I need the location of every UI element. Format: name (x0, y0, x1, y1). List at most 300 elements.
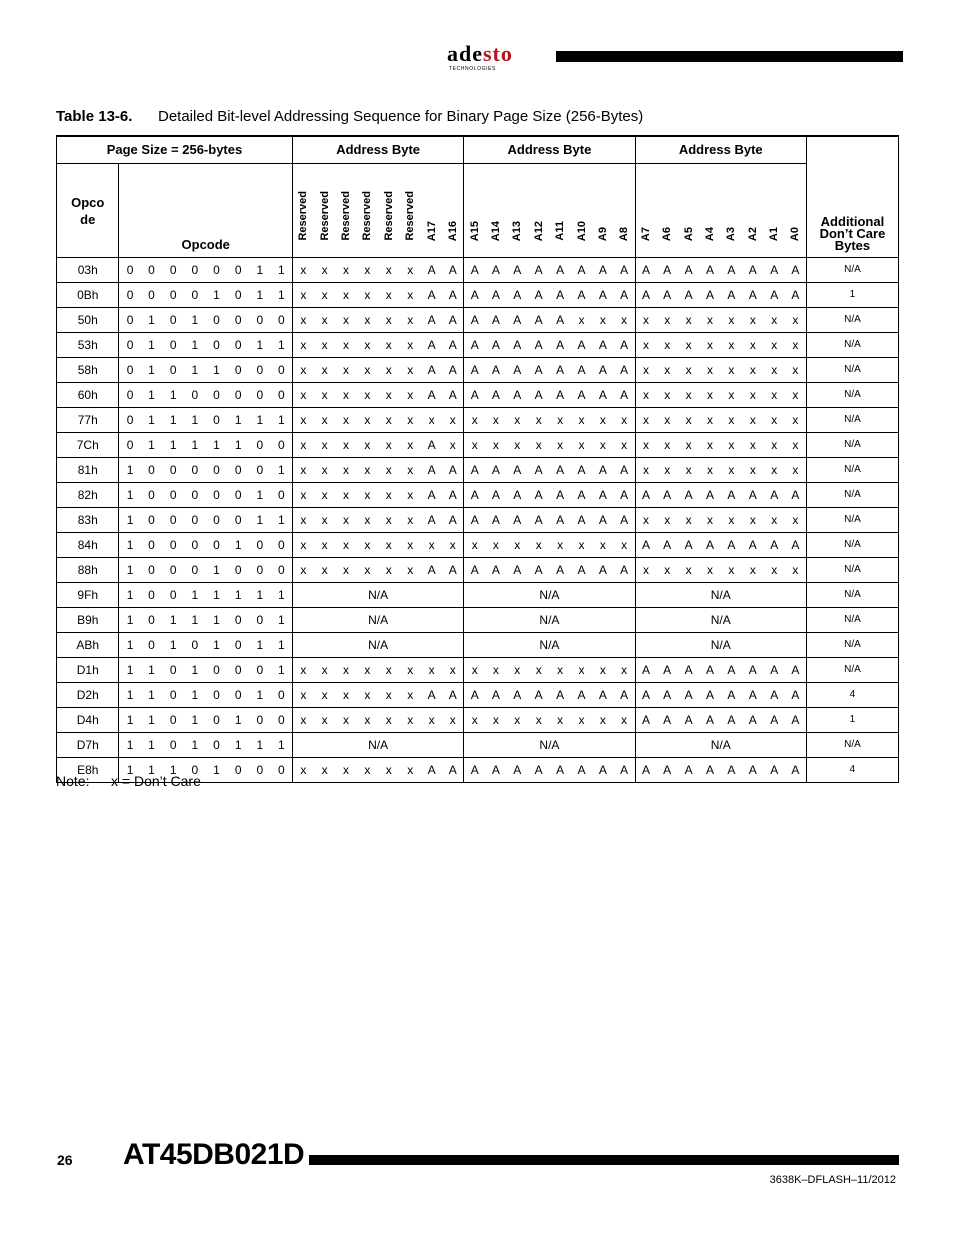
address-bit-cell: x (399, 483, 420, 508)
opcode-bit-cell: 0 (271, 383, 293, 408)
address-bit-cell: A (421, 558, 442, 583)
address-bit-cell: A (614, 383, 635, 408)
table-row (57, 733, 899, 758)
address-byte-na-cell: N/A (464, 583, 635, 608)
address-bit-cell: A (635, 658, 656, 683)
opcode-bit-cell: 0 (206, 408, 228, 433)
address-bit-cell: x (399, 758, 420, 783)
address-bit-cell: A (742, 283, 763, 308)
address-bit-cell: A (485, 358, 506, 383)
opcode-bit-cell: 1 (227, 583, 249, 608)
bit-header (549, 164, 570, 258)
address-bit-cell: x (614, 433, 635, 458)
bit-header (592, 164, 613, 258)
address-bit-cell: A (507, 383, 528, 408)
address-bit-cell: A (442, 758, 463, 783)
table-row (57, 408, 899, 433)
opcode-bit-cell: 1 (184, 708, 206, 733)
address-bit-cell: x (635, 308, 656, 333)
address-bit-cell: A (635, 758, 656, 783)
address-bit-cell: A (785, 258, 806, 283)
address-bit-cell: x (571, 658, 592, 683)
address-bit-cell: x (357, 358, 378, 383)
address-bit-cell: A (592, 383, 613, 408)
bit-header (678, 164, 699, 258)
address-bit-cell: x (399, 558, 420, 583)
address-bit-cell: A (656, 683, 677, 708)
address-bit-cell: x (764, 508, 785, 533)
address-bit-cell: x (314, 333, 335, 358)
opcode-bit-cell: 1 (119, 633, 141, 658)
address-bit-cell: x (614, 533, 635, 558)
address-bit-cell: A (528, 333, 549, 358)
address-bit-cell: x (785, 508, 806, 533)
address-bit-cell: x (442, 658, 463, 683)
address-bit-cell: x (335, 558, 356, 583)
address-bit-cell: x (399, 683, 420, 708)
address-bit-cell: A (442, 683, 463, 708)
opcode-bit-cell: 1 (141, 658, 163, 683)
address-bit-cell: x (528, 658, 549, 683)
opcode-bit-cell: 0 (249, 708, 271, 733)
address-bit-cell: A (764, 283, 785, 308)
opcode-bit-cell: 0 (271, 308, 293, 333)
dont-care-bytes-cell: N/A (806, 308, 898, 333)
address-bit-cell: A (592, 258, 613, 283)
address-bit-cell: x (678, 383, 699, 408)
opcode-bit-cell: 0 (227, 758, 249, 783)
address-bit-cell: x (485, 658, 506, 683)
address-bit-cell: x (464, 433, 485, 458)
logo-wordmark (447, 42, 532, 66)
address-bit-cell: A (549, 558, 570, 583)
dont-care-bytes-cell: N/A (806, 633, 898, 658)
address-bit-cell: A (528, 458, 549, 483)
address-bit-cell: x (592, 308, 613, 333)
address-bit-cell: x (699, 458, 720, 483)
address-bit-cell: A (656, 258, 677, 283)
opcode-bit-cell: 0 (227, 383, 249, 408)
address-bit-cell: x (507, 533, 528, 558)
address-bit-cell: x (357, 283, 378, 308)
address-bit-cell: A (635, 258, 656, 283)
opcode-bit-cell: 1 (227, 533, 249, 558)
address-bit-cell: x (357, 658, 378, 683)
bit-header-label: A16 (446, 220, 459, 241)
opcode-bit-cell: 0 (162, 733, 184, 758)
opcode-bit-cell: 0 (162, 458, 184, 483)
address-bit-cell: A (549, 683, 570, 708)
header-rule (556, 51, 903, 62)
opcode-bit-cell: 1 (271, 408, 293, 433)
address-bit-cell: A (507, 458, 528, 483)
address-bit-cell: x (421, 708, 442, 733)
address-bit-cell: A (571, 558, 592, 583)
address-bit-cell: x (335, 483, 356, 508)
bit-header (442, 164, 463, 258)
address-bit-cell: x (335, 508, 356, 533)
opcode-bit-cell: 1 (249, 408, 271, 433)
opcode-bit-cell: 1 (271, 258, 293, 283)
bit-header (721, 164, 742, 258)
opcode-bit-cell: 1 (271, 608, 293, 633)
address-bit-cell: A (507, 258, 528, 283)
address-bit-cell: x (357, 483, 378, 508)
address-bit-cell: x (378, 433, 399, 458)
opcode-bit-cell: 1 (249, 333, 271, 358)
opcode-bit-cell: 1 (206, 608, 228, 633)
opcode-bit-cell: 0 (184, 483, 206, 508)
address-bit-cell: x (764, 558, 785, 583)
address-bit-cell: A (635, 283, 656, 308)
address-bit-cell: x (485, 708, 506, 733)
address-bit-cell: x (571, 433, 592, 458)
table-row (57, 383, 899, 408)
address-bit-cell: A (721, 758, 742, 783)
address-bit-cell: A (549, 258, 570, 283)
opcode-bit-cell: 0 (271, 358, 293, 383)
address-bit-cell: x (507, 433, 528, 458)
dont-care-bytes-cell: N/A (806, 733, 898, 758)
address-bit-cell: A (635, 533, 656, 558)
opcode-bit-cell: 0 (141, 283, 163, 308)
opcode-bit-cell: 1 (271, 733, 293, 758)
address-bit-cell: x (314, 433, 335, 458)
opcode-bit-cell: 0 (206, 683, 228, 708)
opcode-bit-cell: 0 (227, 358, 249, 383)
document-reference: 3638K–DFLASH–11/2012 (769, 1174, 896, 1186)
address-bit-cell: x (378, 508, 399, 533)
opcode-bit-cell: 0 (162, 583, 184, 608)
opcode-bit-cell: 0 (162, 333, 184, 358)
opcode-bit-cell: 1 (162, 633, 184, 658)
address-bit-cell: A (721, 658, 742, 683)
column-header-row (57, 164, 899, 258)
address-bit-cell: x (635, 508, 656, 533)
address-bit-cell: A (721, 283, 742, 308)
address-bit-cell: A (699, 533, 720, 558)
address-bit-cell: A (571, 383, 592, 408)
address-bit-cell: A (785, 658, 806, 683)
bit-header-label: A1 (768, 226, 781, 241)
opcode-bit-cell: 0 (119, 408, 141, 433)
opcode-bit-cell: 0 (162, 358, 184, 383)
bit-header (357, 164, 378, 258)
address-bit-cell: A (442, 283, 463, 308)
address-bit-cell: x (785, 358, 806, 383)
address-bit-cell: A (421, 308, 442, 333)
address-bit-cell: x (614, 658, 635, 683)
address-bit-cell: A (699, 258, 720, 283)
address-bit-cell: A (721, 708, 742, 733)
bit-header (335, 164, 356, 258)
address-bit-cell: x (314, 483, 335, 508)
dont-care-bytes-cell: N/A (806, 383, 898, 408)
address-bit-cell: A (592, 558, 613, 583)
opcode-bit-cell: 1 (249, 508, 271, 533)
opco-cell: ABh (57, 633, 119, 658)
page-number: 26 (57, 1152, 73, 1168)
address-bit-cell: x (721, 358, 742, 383)
address-bit-cell: x (635, 408, 656, 433)
table-note (56, 773, 201, 789)
address-bit-cell: A (507, 683, 528, 708)
address-bit-cell: x (742, 358, 763, 383)
address-bit-cell: A (549, 333, 570, 358)
address-bit-cell: x (742, 558, 763, 583)
opcode-bit-cell: 1 (119, 558, 141, 583)
address-bit-cell: A (721, 533, 742, 558)
table-row (57, 633, 899, 658)
dont-care-bytes-cell: N/A (806, 658, 898, 683)
address-bit-cell: A (464, 358, 485, 383)
address-byte-header-3: Address Byte (635, 136, 806, 164)
opcode-bit-cell: 0 (184, 533, 206, 558)
address-bit-cell: x (721, 333, 742, 358)
opcode-bit-cell: 1 (119, 758, 141, 783)
address-bit-cell: A (464, 558, 485, 583)
address-bit-cell: x (721, 408, 742, 433)
address-bit-cell: x (764, 383, 785, 408)
address-bit-cell: x (357, 508, 378, 533)
opco-cell: 7Ch (57, 433, 119, 458)
table-row (57, 358, 899, 383)
dont-care-bytes-cell: N/A (806, 533, 898, 558)
address-bit-cell: A (442, 458, 463, 483)
address-bit-cell: A (464, 258, 485, 283)
address-byte-na-cell: N/A (635, 583, 806, 608)
address-bit-cell: A (764, 483, 785, 508)
address-bit-cell: x (678, 333, 699, 358)
opcode-bit-cell: 0 (249, 358, 271, 383)
address-bit-cell: x (378, 308, 399, 333)
address-bit-cell: x (399, 533, 420, 558)
bit-header (785, 164, 806, 258)
opcode-bit-cell: 0 (119, 283, 141, 308)
opcode-bit-cell: 1 (184, 658, 206, 683)
opcode-bit-cell: 0 (119, 308, 141, 333)
bit-addressing-table (56, 135, 899, 783)
opcode-bit-cell: 0 (119, 258, 141, 283)
opcode-bit-cell: 0 (184, 283, 206, 308)
opcode-bit-cell: 0 (206, 533, 228, 558)
address-bit-cell: A (549, 508, 570, 533)
opcode-bit-cell: 0 (184, 508, 206, 533)
address-bit-cell: A (592, 508, 613, 533)
bit-header-label: Reserved (404, 191, 417, 241)
address-bit-cell: A (785, 533, 806, 558)
address-bit-cell: A (721, 483, 742, 508)
address-bit-cell: x (721, 383, 742, 408)
bit-header-label: A17 (425, 220, 438, 241)
table-row (57, 683, 899, 708)
opcode-bit-cell: 1 (141, 308, 163, 333)
address-bit-cell: x (399, 658, 420, 683)
address-bit-cell: x (292, 258, 313, 283)
address-bit-cell: A (528, 483, 549, 508)
address-bit-cell: x (678, 358, 699, 383)
address-bit-cell: x (485, 533, 506, 558)
opcode-bit-cell: 0 (162, 708, 184, 733)
bit-header (742, 164, 763, 258)
address-bit-cell: A (571, 458, 592, 483)
address-bit-cell: A (507, 558, 528, 583)
address-bit-cell: A (571, 283, 592, 308)
opcode-bit-cell: 0 (227, 558, 249, 583)
dont-care-bytes-cell: N/A (806, 333, 898, 358)
address-bit-cell: A (614, 283, 635, 308)
opcode-bit-cell: 1 (271, 508, 293, 533)
opcode-bit-cell: 0 (119, 433, 141, 458)
opcode-bit-cell: 1 (119, 533, 141, 558)
address-bit-cell: x (785, 433, 806, 458)
address-bit-cell: A (678, 283, 699, 308)
address-bit-cell: A (421, 458, 442, 483)
opcode-bit-cell: 0 (206, 383, 228, 408)
opcode-bit-cell: 1 (119, 608, 141, 633)
address-byte-na-cell: N/A (292, 733, 463, 758)
address-bit-cell: A (421, 333, 442, 358)
address-bit-cell: x (378, 533, 399, 558)
address-bit-cell: x (485, 408, 506, 433)
address-bit-cell: A (549, 308, 570, 333)
address-bit-cell: A (656, 483, 677, 508)
bit-header (571, 164, 592, 258)
address-bit-cell: A (549, 283, 570, 308)
address-bit-cell: x (678, 308, 699, 333)
additional-dont-care-header (806, 136, 898, 258)
opco-cell: 84h (57, 533, 119, 558)
opco-header (57, 164, 119, 258)
opcode-bit-cell: 1 (162, 383, 184, 408)
address-bit-cell: x (292, 683, 313, 708)
address-bit-cell: x (378, 358, 399, 383)
address-bit-cell: A (421, 383, 442, 408)
address-bit-cell: x (699, 433, 720, 458)
opcode-bit-cell: 0 (271, 683, 293, 708)
address-bit-cell: x (399, 283, 420, 308)
dont-care-bytes-cell: N/A (806, 358, 898, 383)
table-row (57, 708, 899, 733)
address-bit-cell: x (442, 533, 463, 558)
opcode-bit-cell: 1 (141, 333, 163, 358)
address-bit-cell: x (528, 533, 549, 558)
address-bit-cell: x (292, 308, 313, 333)
address-bit-cell: A (614, 258, 635, 283)
bit-header-label: A7 (640, 226, 653, 241)
address-bit-cell: x (314, 683, 335, 708)
address-bit-cell: A (442, 258, 463, 283)
address-bit-cell: x (292, 758, 313, 783)
address-bit-cell: A (528, 383, 549, 408)
address-bit-cell: A (678, 258, 699, 283)
opcode-bit-cell: 1 (141, 408, 163, 433)
opcode-bit-cell: 0 (271, 708, 293, 733)
address-bit-cell: x (721, 558, 742, 583)
address-bit-cell: A (721, 683, 742, 708)
opcode-bit-cell: 1 (162, 433, 184, 458)
address-bit-cell: A (507, 483, 528, 508)
opcode-bit-cell: 1 (141, 358, 163, 383)
address-bit-cell: x (378, 258, 399, 283)
address-bit-cell: x (357, 308, 378, 333)
opcode-bit-cell: 0 (227, 483, 249, 508)
address-bit-cell: A (656, 758, 677, 783)
dont-care-bytes-cell: N/A (806, 458, 898, 483)
opcode-bit-cell: 1 (162, 758, 184, 783)
dont-care-bytes-cell: N/A (806, 408, 898, 433)
address-byte-header-1: Address Byte (292, 136, 463, 164)
note-label: Note: (56, 773, 90, 789)
opcode-bit-cell: 1 (227, 733, 249, 758)
opcode-bit-cell: 0 (206, 308, 228, 333)
address-bit-cell: x (357, 558, 378, 583)
address-bit-cell: A (464, 483, 485, 508)
address-bit-cell: x (399, 433, 420, 458)
table-caption (56, 108, 643, 125)
address-bit-cell: x (721, 308, 742, 333)
address-bit-cell: x (399, 508, 420, 533)
address-bit-cell: x (314, 358, 335, 383)
address-bit-cell: x (335, 708, 356, 733)
address-bit-cell: A (785, 283, 806, 308)
address-bit-cell: A (507, 358, 528, 383)
bit-header (421, 164, 442, 258)
address-bit-cell: x (678, 458, 699, 483)
address-bit-cell: A (656, 283, 677, 308)
address-bit-cell: A (549, 483, 570, 508)
opcode-bit-cell: 1 (162, 408, 184, 433)
opcode-bit-cell: 0 (249, 308, 271, 333)
opcode-bit-cell: 1 (184, 733, 206, 758)
address-bit-cell: A (571, 358, 592, 383)
opcode-bit-cell: 0 (227, 283, 249, 308)
table-number: Table 13-6. (56, 108, 133, 125)
address-bit-cell: x (785, 458, 806, 483)
address-bit-cell: A (614, 458, 635, 483)
address-bit-cell: x (292, 458, 313, 483)
opcode-bit-cell: 1 (206, 758, 228, 783)
opco-cell: 58h (57, 358, 119, 383)
bit-header-label: A4 (704, 226, 716, 241)
address-bit-cell: A (421, 358, 442, 383)
address-bit-cell: x (699, 408, 720, 433)
address-bit-cell: x (357, 758, 378, 783)
opcode-bit-cell: 1 (271, 583, 293, 608)
bit-header-label: Reserved (318, 191, 331, 241)
address-bit-cell: x (592, 408, 613, 433)
dont-care-bytes-cell: N/A (806, 583, 898, 608)
opco-cell: 53h (57, 333, 119, 358)
opco-cell: D4h (57, 708, 119, 733)
bit-header-label: A9 (596, 226, 609, 241)
address-bit-cell: A (592, 758, 613, 783)
opcode-bit-cell: 1 (206, 358, 228, 383)
opco-cell: 83h (57, 508, 119, 533)
opcode-bit-cell: 1 (271, 633, 293, 658)
address-bit-cell: x (335, 458, 356, 483)
bit-header (656, 164, 677, 258)
address-bit-cell: x (699, 308, 720, 333)
opcode-bit-cell: 0 (162, 308, 184, 333)
table-row (57, 508, 899, 533)
address-byte-na-cell: N/A (464, 633, 635, 658)
address-byte-na-cell: N/A (464, 733, 635, 758)
address-bit-cell: x (699, 508, 720, 533)
address-bit-cell: A (485, 333, 506, 358)
bit-header-label: A5 (682, 226, 695, 241)
address-bit-cell: A (485, 758, 506, 783)
